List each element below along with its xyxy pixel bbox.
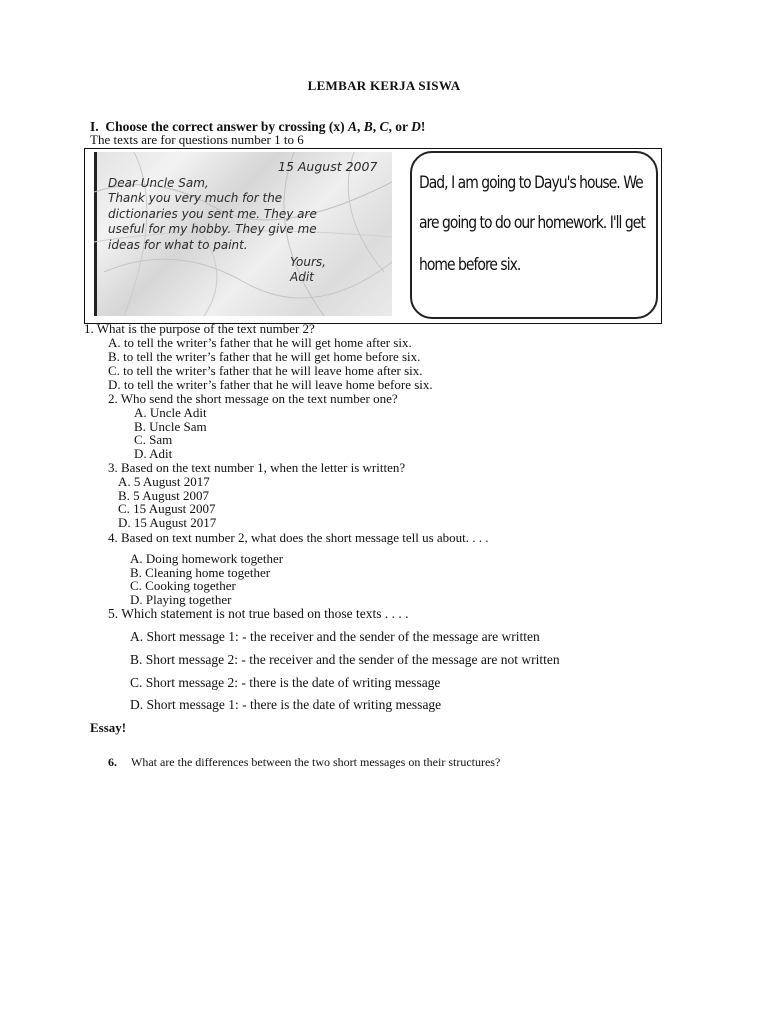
letter-date: 15 August 2007 [278,159,378,174]
letter-line: ideas for what to paint. [108,238,248,252]
option: B. Cleaning home together [130,565,271,580]
option: C. Cooking together [130,578,236,593]
section-instruction: I. Choose the correct answer by crossing (x) A, B, C, or D! [90,119,426,134]
option: D. Short message 1: - there is the date of writing message [130,697,442,712]
message-line: are going to do our homework. I'll get [419,213,645,233]
option: A. to tell the writer’s father that he will get home after six. [108,335,412,350]
letter-line: useful for my hobby. They give me [108,222,317,236]
letter-closing: Yours, [290,255,326,269]
question-4: 4. Based on text number 2, what does the short message tell us about. . . . [108,530,489,545]
section-subtitle: The texts are for questions number 1 to 6 [90,132,304,147]
option: C. Short message 2: - there is the date of writing message [130,675,441,690]
question-3: 3. Based on the text number 1, when the letter is written? [108,460,406,475]
letter-line: Thank you very much for the [108,191,283,205]
option: C. 15 August 2007 [118,501,216,516]
letter-line: Dear Uncle Sam, [108,176,209,190]
option: B. to tell the writer’s father that he will get home before six. [108,349,421,364]
option: D. 15 August 2017 [118,515,217,530]
essay-heading: Essay! [90,720,127,735]
option: A. Doing homework together [130,551,284,566]
question-5: 5. Which statement is not true based on those texts . . . . [108,606,409,621]
option: C. Sam [134,432,173,447]
message-line: Dad, I am going to Dayu's house. We [419,173,643,193]
option: D. Playing together [130,592,232,607]
option: B. Uncle Sam [134,419,207,434]
option: A. 5 August 2017 [118,474,210,489]
option: B. 5 August 2007 [118,488,210,503]
question-1: 1. What is the purpose of the text number 2? [84,321,315,336]
question-2: 2. Who send the short message on the text number one? [108,391,398,406]
option: B. Short message 2: - the receiver and the sender of the message are not written [130,652,560,667]
option: C. to tell the writer’s father that he will leave home after six. [108,363,423,378]
option: D. to tell the writer’s father that he will leave home before six. [108,377,433,392]
option: A. Uncle Adit [134,405,207,420]
section-number: I. [90,119,99,134]
option: A. Short message 1: - the receiver and the sender of the message are written [130,629,540,644]
essay-question: What are the differences between the two short messages on their structures? [131,755,501,769]
page-title: LEMBAR KERJA SISWA [307,78,461,93]
essay-number: 6. [108,755,117,769]
letter-line: dictionaries you sent me. They are [108,207,317,221]
letter-image [94,152,392,316]
message-line: home before six. [419,255,521,275]
letter-signature: Adit [290,270,314,284]
option: D. Adit [134,446,173,461]
